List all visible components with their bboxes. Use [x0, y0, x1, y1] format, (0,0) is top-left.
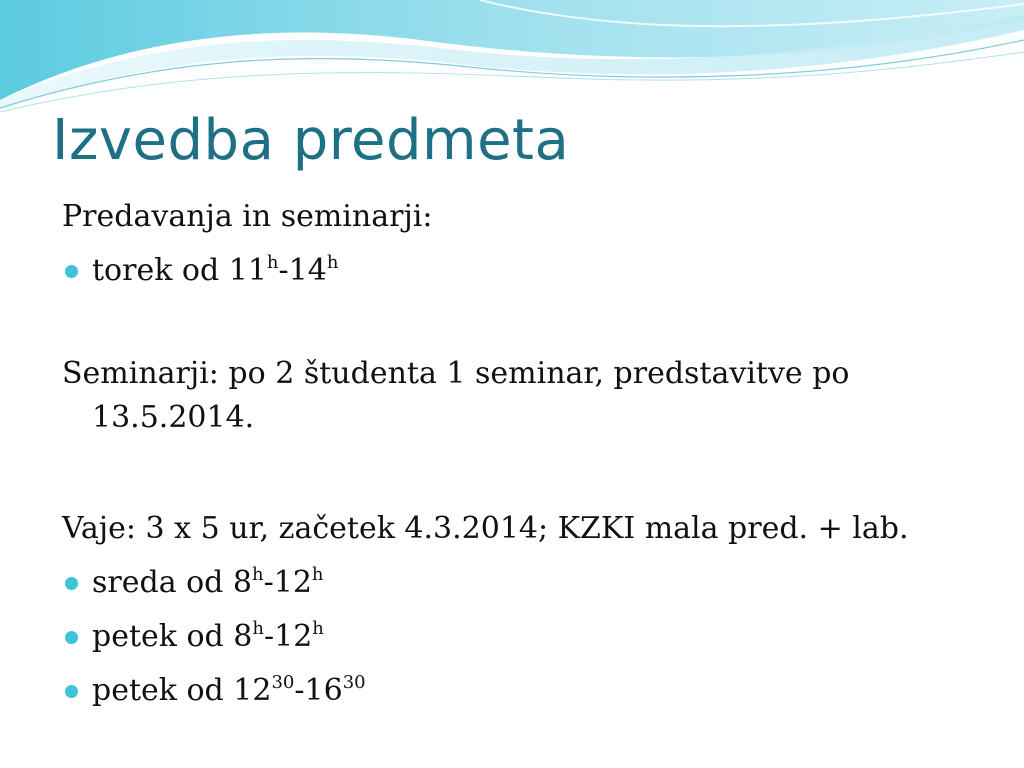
bullet-sreda: sreda od 8$^h$-12$^h$ — [62, 556, 962, 610]
bullet-petek-1: petek od 8$^h$-12$^h$ — [62, 610, 962, 664]
bullet-petek-2: petek od $12^{30}-16^{30}$ — [62, 664, 962, 718]
spacer — [62, 298, 962, 352]
bullet-icon — [65, 265, 78, 278]
seminarji-line-2: 13.5.2014. — [92, 400, 255, 435]
header-wave-decoration — [0, 0, 1024, 120]
bullet-icon — [65, 685, 78, 698]
bullet-torek: torek od 11$^h$-14$^h$ — [62, 244, 962, 298]
slide-body — [62, 190, 962, 718]
bullet-icon — [65, 577, 78, 590]
vaje-line: Vaje: 3 x 5 ur, začetek 4.3.2014; KZKI mala pred. + lab. — [62, 511, 909, 546]
slide-title: Izvedba predmeta — [52, 108, 570, 173]
seminarji-line-1: Seminarji: po 2 študenta 1 seminar, predstavitve po — [62, 356, 850, 391]
heading-predavanja: Predavanja in seminarji: — [62, 199, 433, 234]
spacer — [62, 440, 962, 502]
bullet-icon — [65, 631, 78, 644]
